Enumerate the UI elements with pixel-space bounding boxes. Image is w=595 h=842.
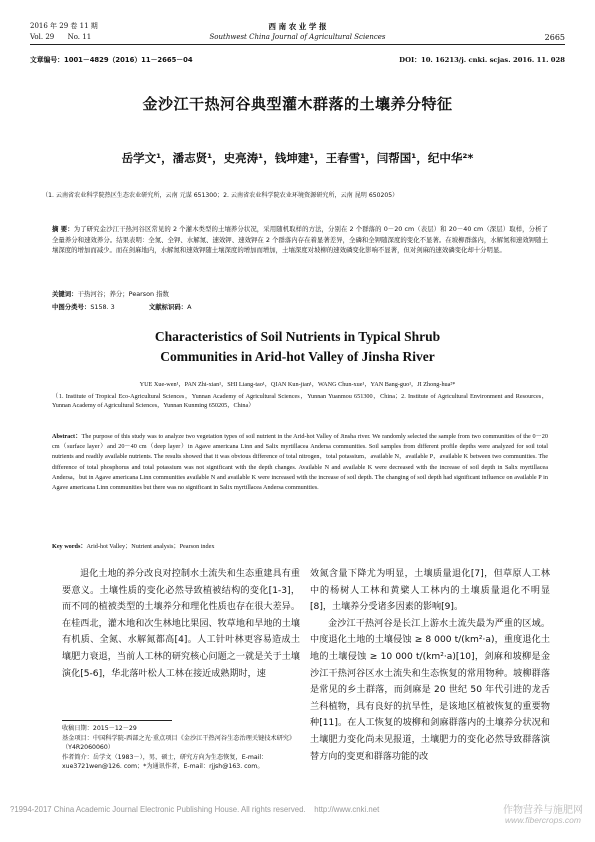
- abstract-cn: [52, 224, 548, 256]
- site-watermark-cn: 作物营养与施肥网: [503, 805, 583, 816]
- body-column-right: [310, 566, 550, 765]
- title-en-line-2: Communities in Arid-hot Valley of Jinsha River: [160, 349, 435, 364]
- page-number: 2665: [544, 33, 565, 42]
- title-en-line-1: Characteristics of Soil Nutrients in Typical Shrub: [154, 329, 441, 344]
- footnote: [62, 724, 300, 772]
- title-cn: 金沙江干热河谷典型灌木群落的土壤养分特征: [142, 95, 453, 113]
- abstract-en-text: The purpose of this study was to analyze two vegetation types of soil nutrient in the Arid-hot Valley of Jinsha river. We randomly selected the sample from two communities of the 0－20 cm（surface layer）and 20－40 cm（deep layer）in Agave americana Linn and Salix myrtillacea Andersa communities. Soil samples from different profile depths were analyzed for soil total nutrients and readily available nutrients. The results showed that it was obvious difference of total nitrogen，total potassium，available N，available P，available K between two communities. The difference of total phosphorus and total potassium was not significant with the depth changes. Available N and available K were decreased with the increase of soil depth in Salix myrtillacea Andersa，but in Agave americana Linn communities available N and available K were increased with the increase of soil depth. The changing of soil depth had significant influence on available P in Agave americana Linn communities but there was no significant in Salix myrtillacea Andersa communities.: [52, 433, 548, 492]
- keywords-cn: 关键词：干热河谷；养分；Pearson 指数: [52, 290, 169, 298]
- body-paragraph: 金沙江干热河谷是长江上游水土流失最为严重的区域。中度退化土地的土壤侵蚀 ≥ 8 000 t/(km²·a)，重度退化土地的土壤侵蚀 ≥ 10 000 t/(km²·a)[10]，剑麻和坡柳是金沙江干热河谷区水土流失和生态恢复的常用物种。坡柳群落是常见的乡土群落，而剑麻是 20 世纪 50 年代引进的龙舌兰科植物，具有良好的抗旱性，是该地区植被恢复的重要物种[11]。在人工恢复的坡柳和剑麻群落内的土壤养分状况和土壤肥力变化尚未见报道，土壤肥力的变化必然导致群落演替方向的变更和群落功能的改: [310, 618, 550, 762]
- body-paragraph: 退化土地的养分改良对控制水土流失和生态重建具有重要意义。土壤性质的变化必然导致植被结构的变化[1-3]，而不同的植被类型的土壤养分和理化性质也存在很大差异。在桂西北，灌木地和次生林地比果园、牧草地和旱地的土壤有机质、全氮、水解氮都高[4]。人工针叶林更容易造成土壤肥力衰退，当前人工林的研究核心问题之一就是关于土壤演化[5-6]，华北落叶松人工林在接近成熟期时，速: [62, 569, 300, 679]
- footnote-received: 收稿日期：2015－12－29: [62, 725, 137, 732]
- abstract-en-label: Abstract：: [52, 433, 82, 440]
- copyright-watermark: ?1994-2017 China Academic Journal Electronic Publishing House. All rights reserved. http://www.cnki.net: [10, 805, 380, 814]
- issue-cn: 2016 年 29 卷 11 期: [30, 22, 98, 30]
- affiliation-en: （1. Institute of Tropical Eco-Agricultural Sciences，Yunnan Academy of Agricultural Sciences，Yunnan Yuanmou 651300，China；2. Institute of Agricultural Environment and Resources，Yunnan Academy of Agricultural Sciences，Yunnan Kunming 650205，China）: [52, 393, 548, 409]
- doi: DOI：10. 16213/j. cnki. scjas. 2016. 11. 028: [399, 56, 565, 64]
- journal-title-cn: 西 南 农 业 学 报: [268, 22, 327, 31]
- authors-cn: 岳学文¹，潘志贤¹，史亮涛¹，钱坤建¹，王春雪¹，闫帮国¹，纪中华²*: [121, 151, 474, 165]
- footnote-author: 作者简介：岳学文（1983－），男，硕士，研究方向为生态恢复，E-mail：xue3721wen@126. com；*为通讯作者，E-mail：rjjsh@163. com。: [62, 753, 268, 771]
- classification-line: 中图分类号：S158. 3 文献标识码：A: [52, 303, 192, 311]
- footnote-rule: [62, 720, 172, 721]
- article-number: 文章编号：1001－4829（2016）11－2665－04: [30, 56, 193, 64]
- journal-title-en: Southwest China Journal of Agricultural Sciences: [209, 33, 386, 41]
- footnote-fund: 基金项目：中国科学院-西部之光·重点项目《金沙江干热河谷生态治理关键技术研究》（Y4R2060060）: [62, 734, 296, 752]
- body-column-left: [62, 566, 300, 682]
- abstract-en: [52, 432, 548, 493]
- header-rule: [30, 44, 565, 45]
- authors-en: YUE Xue-wen¹，PAN Zhi-xian¹，SHI Liang-tao¹，QIAN Kun-jian¹，WANG Chun-xue¹，YAN Bang-guo¹，JI Zhong-hua²*: [139, 381, 456, 388]
- keywords-en: Key words：Arid-hot Valley；Nutrient analysis；Pearson index: [52, 543, 215, 550]
- issue-en: Vol. 29 No. 11: [30, 33, 92, 41]
- body-paragraph: 效氮含量下降尤为明显，土壤质量退化[7]，但草原人工林中的杨树人工林和黄檗人工林内的土壤质量退化不明显[8]，土壤养分受诸多因素的影响[9]。: [310, 569, 550, 613]
- abstract-cn-text: 为了研究金沙江干热河谷区常见的 2 个灌木类型的土壤养分状况，采用随机取样的方法，分别在 2 个群落的 0－20 cm（表层）和 20－40 cm（深层）取样，分析了全量养分和速效养分。结果表明：全氮、全钾、水解氮、速效钾、速效钾在 2 个群落内存在着显著差异，全磷和全钾随深度的变化不显著。在坡柳群落内，水解氮和速效钾随土壤深度的增加而减少。而在剑麻地内，水解氮和速效钾随土壤深度的增加而增加，土壤深度对坡柳的速效磷变化影响不显著，但对剑麻的速效磷变化却十分明显。: [52, 225, 548, 254]
- site-watermark-url: www.fibercrops.com: [504, 815, 581, 825]
- abstract-cn-label: 摘 要：: [52, 225, 74, 233]
- affiliation-cn: （1. 云南省农业科学院热区生态农业研究所，云南 元谋 651300；2. 云南省农业科学院农业环境资源研究所，云南 昆明 650205）: [42, 192, 399, 199]
